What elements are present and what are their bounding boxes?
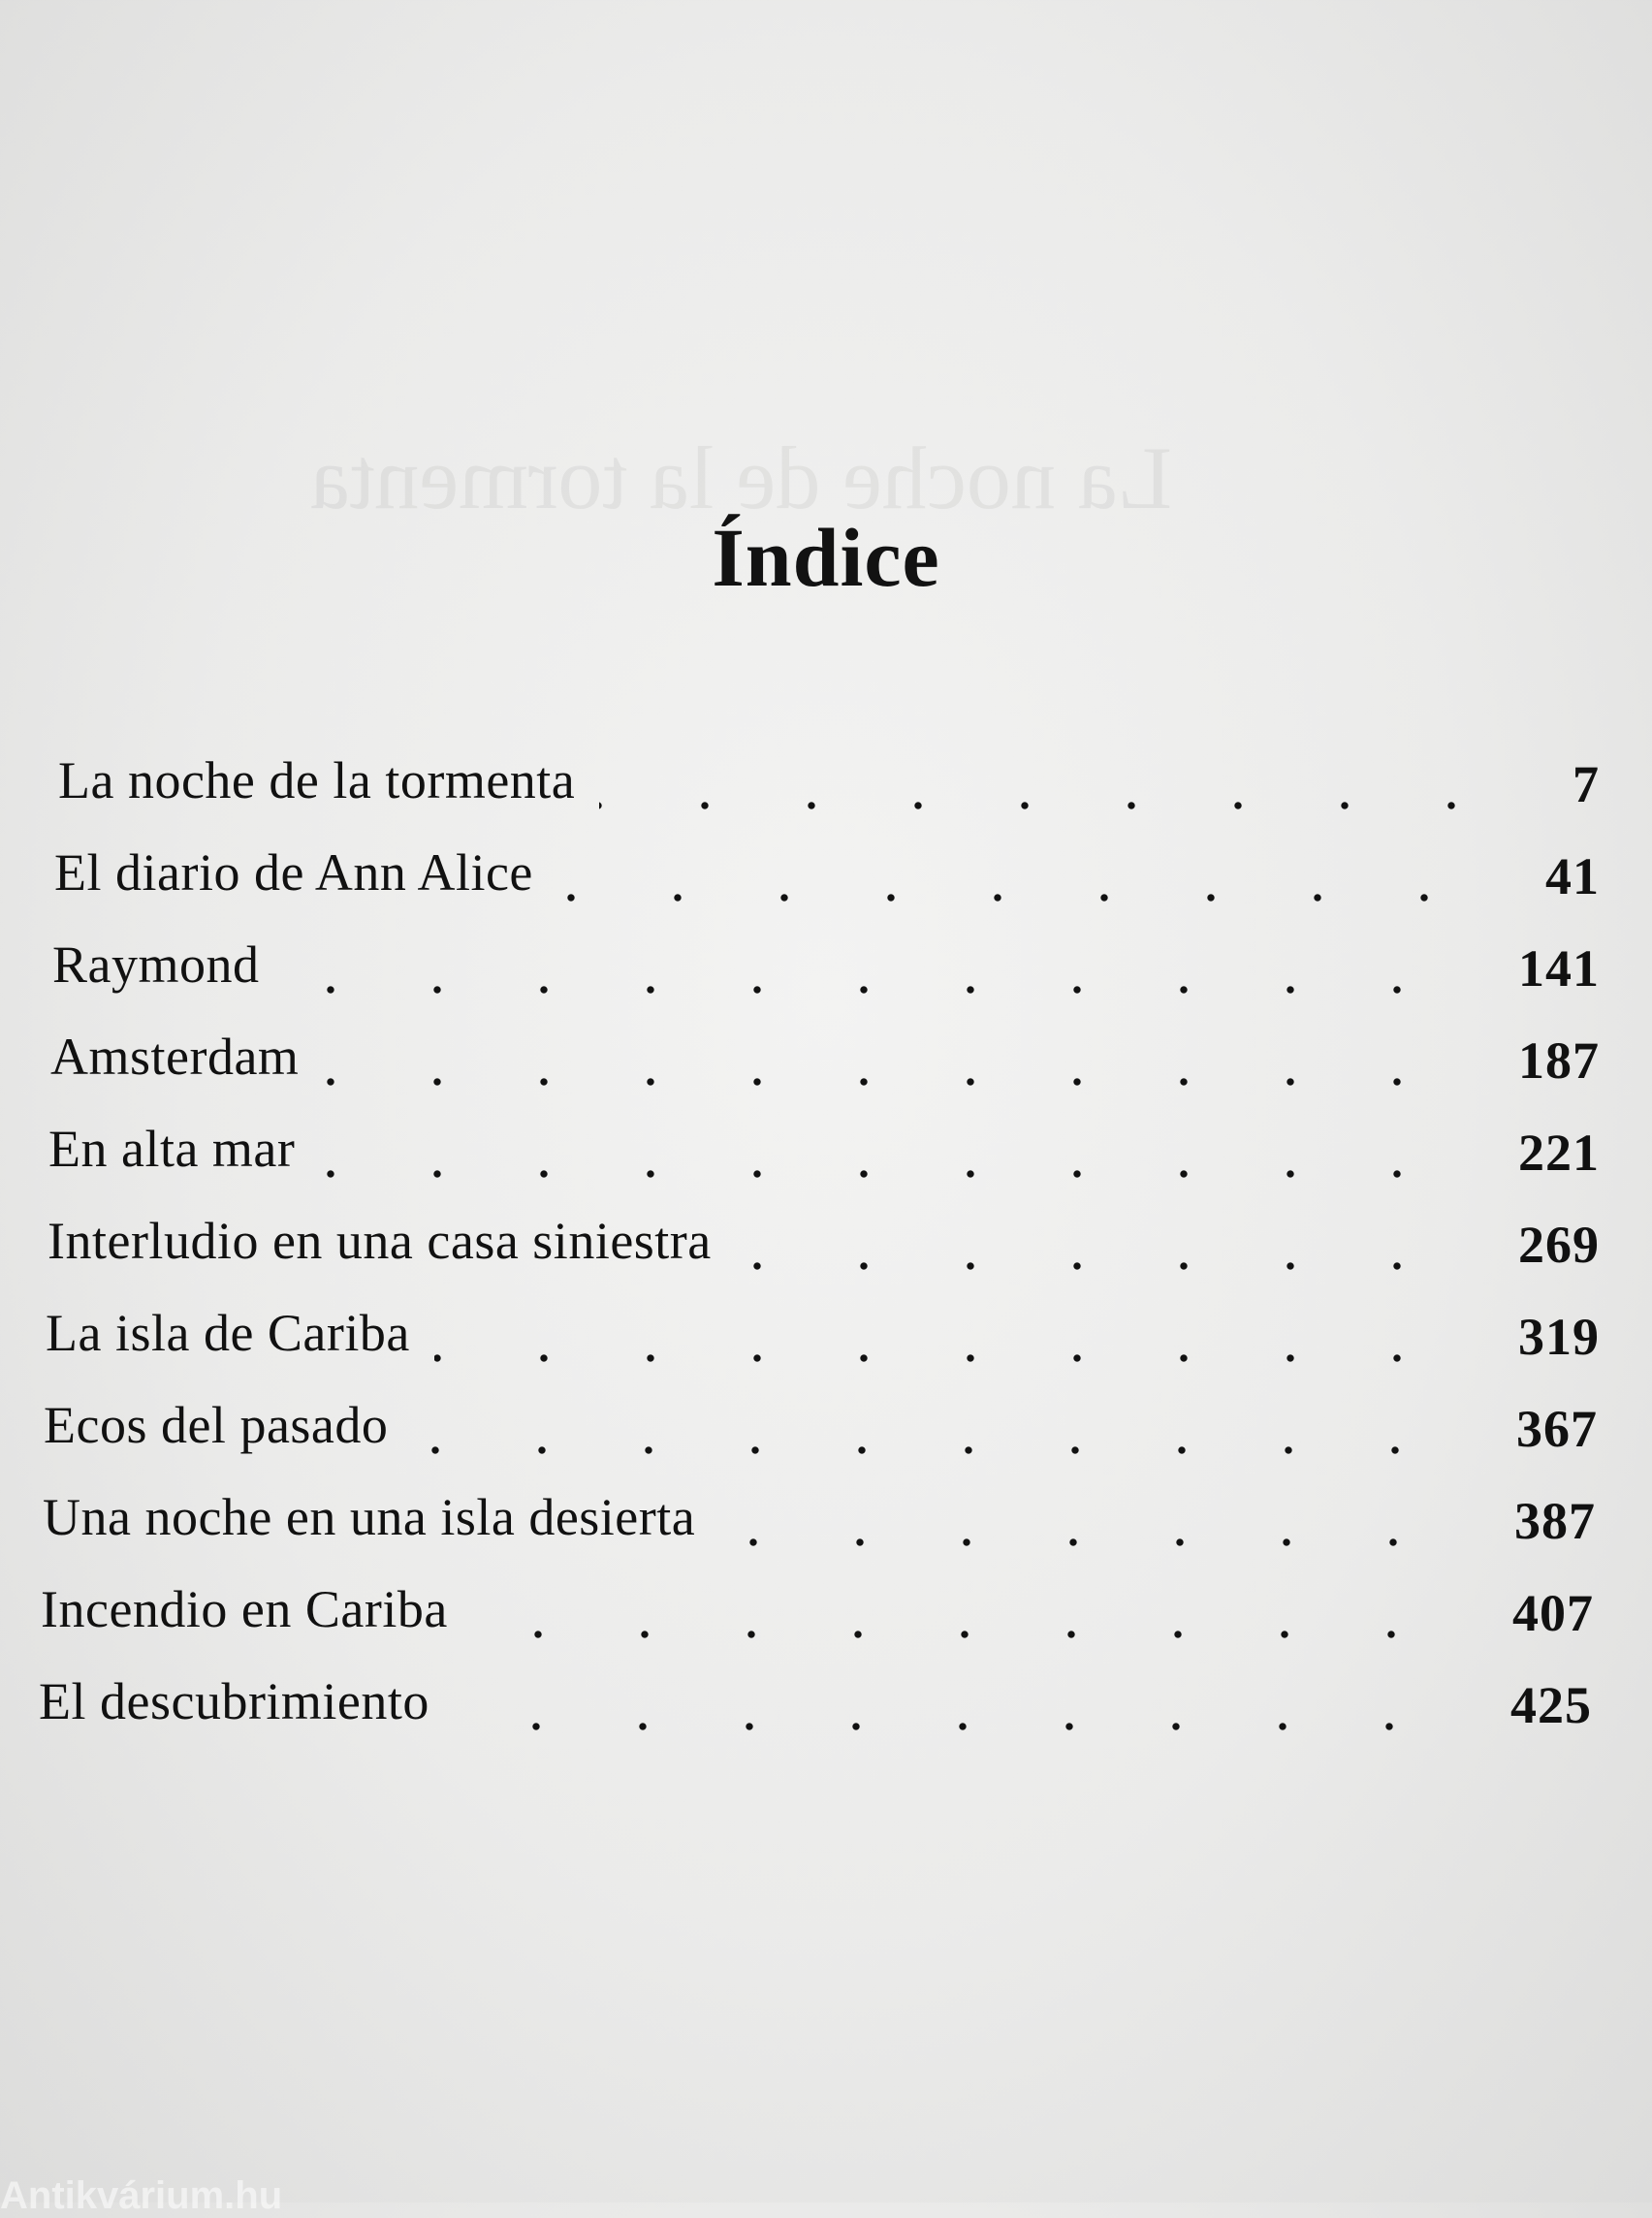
toc-entry-title: El descubrimiento xyxy=(39,1672,429,1730)
dot-leader xyxy=(557,893,1477,903)
toc-entry xyxy=(48,1207,1600,1284)
toc-entry-page-number: 187 xyxy=(1518,1031,1600,1090)
toc-entry-title: La noche de la tormenta xyxy=(58,751,576,809)
dot-leader xyxy=(472,1630,1445,1639)
toc-entry xyxy=(52,931,1600,1008)
toc-entry-title: Incendio en Cariba xyxy=(41,1580,448,1638)
toc-entry xyxy=(54,839,1600,916)
toc-entry xyxy=(39,1667,1592,1745)
toc-entry-title: El diario de Ann Alice xyxy=(54,843,533,902)
toc-entry-title: La isla de Cariba xyxy=(46,1304,410,1362)
dot-leader xyxy=(323,1077,1450,1087)
toc-entry-title: Interludio en una casa siniestra xyxy=(48,1212,712,1270)
toc-entry-page-number: 141 xyxy=(1518,939,1600,998)
toc-entry-page-number: 407 xyxy=(1512,1584,1594,1642)
toc-entry xyxy=(44,1391,1598,1469)
toc-entry-page-number: 425 xyxy=(1510,1676,1592,1734)
toc-entry xyxy=(58,746,1600,824)
toc-entry-page-number: 319 xyxy=(1518,1308,1600,1366)
toc-entry xyxy=(50,1023,1600,1100)
toc-entry-page-number: 41 xyxy=(1545,847,1600,905)
dot-leader xyxy=(736,1261,1450,1271)
dot-leader xyxy=(719,1537,1446,1547)
toc-entry-title: Una noche en una isla desierta xyxy=(43,1488,696,1546)
bleed-through-text: La noche de la tormenta xyxy=(310,428,1172,527)
page-title: Índice xyxy=(712,511,940,604)
dot-leader xyxy=(454,1722,1443,1731)
toc-entry xyxy=(48,1115,1600,1192)
toc-entry-title: Raymond xyxy=(52,935,260,994)
toc-entry-title: Amsterdam xyxy=(50,1028,300,1086)
dot-leader xyxy=(284,985,1450,995)
toc-entry xyxy=(46,1299,1600,1377)
dot-leader xyxy=(319,1169,1450,1179)
toc-entry-title: Ecos del pasado xyxy=(44,1396,389,1454)
toc-entry-page-number: 7 xyxy=(1573,755,1600,813)
toc-entry-page-number: 367 xyxy=(1516,1400,1598,1458)
dot-leader xyxy=(412,1445,1448,1455)
toc-entry-page-number: 221 xyxy=(1518,1124,1600,1182)
toc-entry xyxy=(43,1483,1596,1561)
toc-entry-page-number: 269 xyxy=(1518,1216,1600,1274)
dot-leader xyxy=(599,801,1505,810)
toc-entry xyxy=(41,1575,1594,1653)
watermark: Antikvárium.hu xyxy=(0,2174,283,2217)
dot-leader xyxy=(434,1353,1450,1363)
toc-entry-title: En alta mar xyxy=(48,1120,296,1178)
toc-entry-page-number: 387 xyxy=(1514,1492,1596,1550)
